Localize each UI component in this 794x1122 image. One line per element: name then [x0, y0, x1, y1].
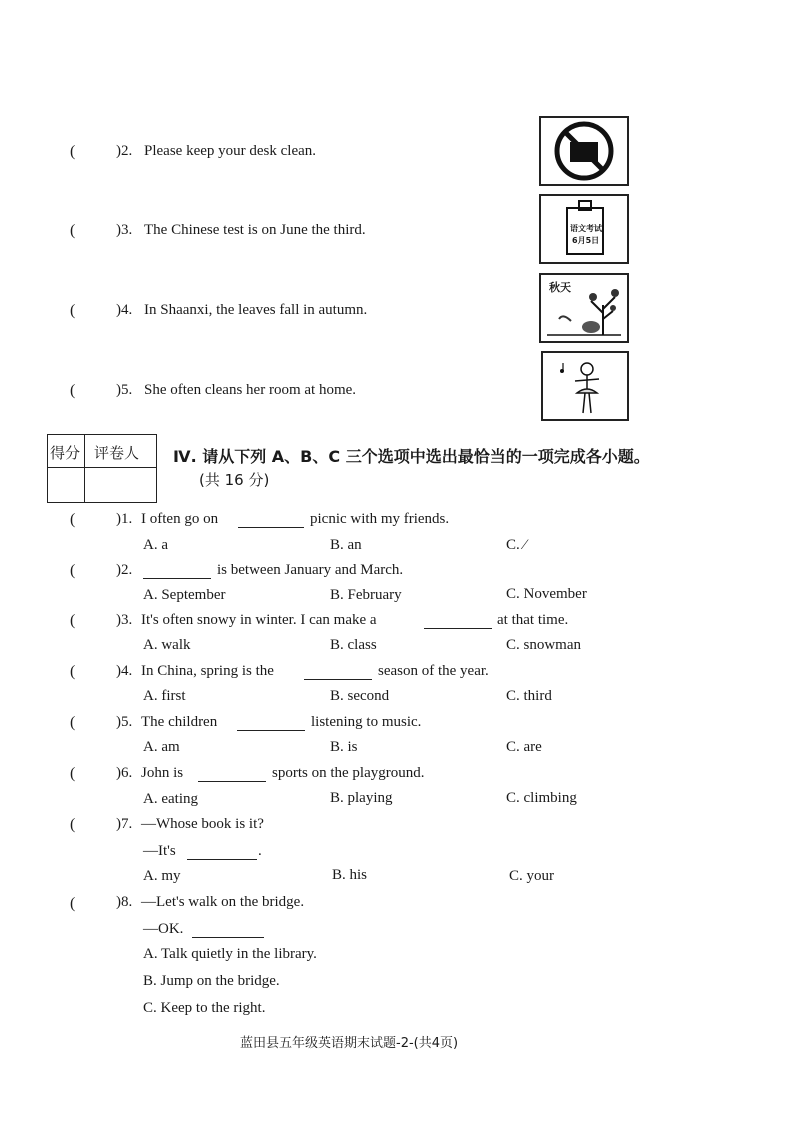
- option-a: A. September: [143, 587, 226, 603]
- dancing-girl-picture: [541, 351, 629, 421]
- dialogue-line1: —Whose book is it?: [141, 816, 264, 832]
- option-c: C. November: [506, 586, 587, 602]
- no-food-sign-picture: [539, 116, 629, 186]
- option-b: B. Jump on the bridge.: [143, 973, 280, 989]
- dialogue-line2-post: .: [258, 843, 262, 859]
- option-a: A. a: [143, 537, 168, 553]
- page-footer: 蓝田县五年级英语期末试题-2-(共4页): [240, 1036, 459, 1051]
- option-b: B. class: [330, 637, 377, 653]
- autumn-label: 秋天: [549, 281, 571, 294]
- answer-paren-open: (: [70, 612, 76, 629]
- question-number: )7.: [116, 816, 133, 832]
- dialogue-line1: —Let's walk on the bridge.: [141, 894, 305, 910]
- question-number: )8.: [116, 894, 133, 910]
- dialogue-line2-pre: —It's: [143, 843, 176, 859]
- grader-label: 评卷人: [94, 444, 140, 462]
- answer-paren-open: (: [70, 222, 76, 239]
- option-a: A. my: [143, 868, 181, 884]
- option-b: B. February: [330, 587, 402, 603]
- answer-blank[interactable]: [304, 665, 372, 680]
- answer-paren-open: (: [70, 302, 76, 319]
- option-a: A. walk: [143, 637, 191, 653]
- answer-paren-open: (: [70, 765, 76, 782]
- question-number: )4.: [116, 663, 133, 679]
- answer-paren-open: (: [70, 511, 76, 528]
- question-text-post: listening to music.: [311, 714, 422, 730]
- question-number: )1.: [116, 511, 133, 527]
- item-text: She often cleans her room at home.: [144, 382, 357, 398]
- item-text: Please keep your desk clean.: [144, 143, 317, 159]
- option-b: B. an: [330, 537, 362, 553]
- option-c: C. third: [506, 688, 552, 704]
- option-c: C. ⁄: [506, 537, 527, 553]
- option-a: A. eating: [143, 791, 198, 807]
- answer-paren-open: (: [70, 562, 76, 579]
- question-text-pre: The children: [141, 714, 218, 730]
- option-c: C. are: [506, 739, 542, 755]
- item-text: In Shaanxi, the leaves fall in autumn.: [144, 302, 368, 318]
- option-b: B. playing: [330, 790, 393, 806]
- dancer-icon: [543, 353, 627, 419]
- answer-paren-open: (: [70, 143, 76, 160]
- question-number: )6.: [116, 765, 133, 781]
- answer-paren-open: (: [70, 714, 76, 731]
- question-text-pre: In China, spring is the: [141, 663, 274, 679]
- answer-blank[interactable]: [238, 513, 304, 528]
- question-text-post: is between January and March.: [217, 562, 404, 578]
- answer-blank[interactable]: [187, 845, 257, 860]
- autumn-picture: [539, 273, 629, 343]
- answer-blank[interactable]: [143, 564, 211, 579]
- no-food-icon: [541, 118, 627, 184]
- calendar-picture: [539, 194, 629, 264]
- question-text-pre: I often go on: [141, 511, 219, 527]
- question-number: )3.: [116, 612, 133, 628]
- item-number: )3.: [116, 222, 133, 238]
- score-label: 得分: [50, 444, 81, 462]
- question-text-post: sports on the playground.: [272, 765, 425, 781]
- option-c: C. snowman: [506, 637, 581, 653]
- answer-blank[interactable]: [424, 614, 492, 629]
- option-a: A. Talk quietly in the library.: [143, 946, 317, 962]
- option-a: A. am: [143, 739, 180, 755]
- item-number: )4.: [116, 302, 133, 318]
- option-b: B. is: [330, 739, 358, 755]
- autumn-tree-icon: [541, 275, 627, 341]
- section-heading: Ⅳ. 请从下列 A、B、C 三个选项中选出最恰当的一项完成各小题。: [173, 447, 650, 466]
- item-number: )2.: [116, 143, 133, 159]
- question-text-pre: It's often snowy in winter. I can make a: [141, 612, 377, 628]
- answer-paren-open: (: [70, 663, 76, 680]
- question-number: )5.: [116, 714, 133, 730]
- answer-blank[interactable]: [198, 767, 266, 782]
- question-text-post: at that time.: [497, 612, 569, 628]
- answer-paren-open: (: [70, 382, 76, 399]
- score-table: [47, 434, 157, 503]
- question-text-post: season of the year.: [378, 663, 489, 679]
- answer-blank[interactable]: [237, 716, 305, 731]
- question-text-pre: John is: [141, 765, 184, 781]
- calendar-text-line1: 语文考试: [570, 224, 602, 233]
- question-number: )2.: [116, 562, 133, 578]
- item-text: The Chinese test is on June the third.: [144, 222, 366, 238]
- dialogue-line2: —OK.: [143, 921, 184, 937]
- option-c: C. Keep to the right.: [143, 1000, 266, 1016]
- option-b: B. second: [330, 688, 390, 704]
- answer-paren-open: (: [70, 895, 76, 912]
- option-b: B. his: [332, 867, 368, 883]
- question-text-post: picnic with my friends.: [310, 511, 450, 527]
- answer-blank[interactable]: [192, 923, 264, 938]
- option-c: C. climbing: [506, 790, 577, 806]
- option-c: C. your: [509, 868, 554, 884]
- answer-paren-open: (: [70, 816, 76, 833]
- item-number: )5.: [116, 382, 133, 398]
- section-points: (共 16 分): [199, 471, 270, 489]
- calendar-text-line2: 6月5日: [572, 236, 600, 245]
- option-a: A. first: [143, 688, 186, 704]
